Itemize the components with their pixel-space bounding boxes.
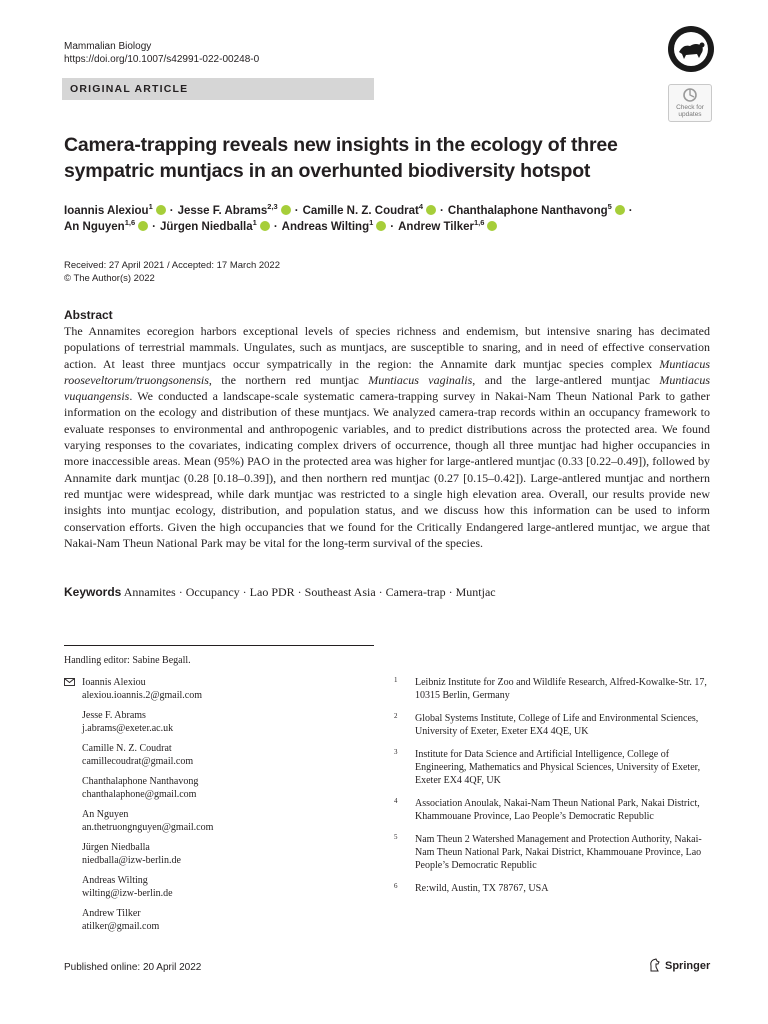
keywords-list: Annamites · Occupancy · Lao PDR · Southeast Asia · Camera-trap · Muntjac <box>123 585 496 599</box>
check-updates-line1: Check for <box>676 104 704 111</box>
springer-horse-icon <box>648 958 662 972</box>
affiliation-entry <box>394 833 714 872</box>
author-affiliation-sup: 4 <box>418 202 424 212</box>
doi-link[interactable]: https://doi.org/10.1007/s42991-022-00248-0 <box>64 54 260 65</box>
orcid-icon[interactable] <box>376 221 386 231</box>
contact-name: Jürgen Niedballa <box>82 842 150 853</box>
contact-entry <box>64 808 374 834</box>
author-separator: · <box>273 221 278 233</box>
contact-name: Andreas Wilting <box>82 875 148 886</box>
abstract-heading: Abstract <box>64 308 113 322</box>
keywords <box>64 584 496 600</box>
abstract-part: , the northern red muntjac <box>208 372 369 387</box>
affiliation-text: Institute for Data Science and Artificial Intelligence, College of Engineering, Mathematics and Physical Sciences, University of Exeter, Exeter EX4 4QF, UK <box>415 749 701 786</box>
keywords-label: Keywords <box>64 585 122 599</box>
affiliation-entry <box>394 712 714 738</box>
journal-logo-icon <box>666 24 716 74</box>
publisher-name: Springer <box>665 960 711 972</box>
author-contacts <box>64 676 374 940</box>
contact-name: Jesse F. Abrams <box>82 710 146 721</box>
contact-entry <box>64 676 374 702</box>
article-type-label: ORIGINAL ARTICLE <box>70 83 189 95</box>
contact-name: Ioannis Alexiou <box>82 677 146 688</box>
author-affiliation-sup: 5 <box>607 202 612 212</box>
contact-name: Andrew Tilker <box>82 908 141 919</box>
author-separator: · <box>169 205 174 217</box>
received-accepted-dates: Received: 27 April 2021 / Accepted: 17 March 2022 <box>64 260 280 271</box>
affiliation-entry <box>394 797 714 823</box>
affiliation-text: Leibniz Institute for Zoo and Wildlife Research, Alfred-Kowalke-Str. 17, 10315 Berlin, Germany <box>415 677 707 701</box>
affiliation-text: Global Systems Institute, College of Life and Environmental Sciences, University of Exeter, Exeter EX4 4QE, UK <box>415 713 699 737</box>
author-separator: · <box>440 205 444 217</box>
orcid-icon[interactable] <box>487 221 497 231</box>
species-name: Muntiacus vaginalis <box>368 372 473 387</box>
species-name: Muntiacus vuquangensis <box>64 372 710 404</box>
orcid-icon[interactable] <box>426 205 436 215</box>
author-name: Chanthalaphone Nanthavong <box>447 205 608 217</box>
affiliation-text: Nam Theun 2 Watershed Management and Protection Authority, Nakai-Nam Theun National Park, Nakai District, Khammouane Province, Lao People’s Democratic Republic <box>415 834 702 871</box>
copyright-notice: © The Author(s) 2022 <box>64 273 155 284</box>
author-separator: · <box>294 205 299 217</box>
author-separator: · <box>628 205 633 217</box>
affiliation-entry <box>394 748 714 787</box>
affiliation-number: 3 <box>394 748 398 756</box>
envelope-icon <box>64 678 75 686</box>
author-line-1 <box>64 203 637 219</box>
contact-entry <box>64 709 374 735</box>
orcid-icon[interactable] <box>138 221 148 231</box>
check-for-updates-badge[interactable] <box>668 84 712 122</box>
affiliation-number: 5 <box>394 833 398 841</box>
author-separator: · <box>390 221 395 233</box>
handling-editor: Handling editor: Sabine Begall. <box>64 655 191 666</box>
contact-email[interactable]: niedballa@izw-berlin.de <box>82 855 181 866</box>
author-affiliation-sup: 2,3 <box>267 202 278 212</box>
contact-email[interactable]: chanthalaphone@gmail.com <box>82 789 197 800</box>
contact-entry <box>64 907 374 933</box>
author-name: Andreas Wilting <box>281 221 370 233</box>
author-name: An Nguyen <box>64 221 125 233</box>
author-line-2 <box>64 219 497 235</box>
contact-email[interactable]: alexiou.ioannis.2@gmail.com <box>82 690 203 701</box>
affiliation-entry <box>394 882 714 895</box>
journal-name: Mammalian Biology <box>64 41 152 52</box>
abstract-text <box>64 323 710 551</box>
contact-entry <box>64 841 374 867</box>
contact-email[interactable]: wilting@izw-berlin.de <box>82 888 173 899</box>
contact-email[interactable]: atilker@gmail.com <box>82 921 160 932</box>
author-separator: · <box>152 221 156 233</box>
author-name: Ioannis Alexiou <box>64 205 149 217</box>
author-name: Jürgen Niedballa <box>159 221 253 233</box>
contact-entry <box>64 874 374 900</box>
publisher-logo <box>648 958 710 973</box>
abstract-part: The Annamites ecoregion harbors exceptional levels of species richness and endemism, but intensive snaring has decimated populations of terrestrial mammals. Ungulates, such as muntjacs, are susceptible to snaring, and in need of effective conservation action. At least three muntjacs occur sympatrically in the region: the Annamite dark muntjac species complex <box>64 324 710 371</box>
orcid-icon[interactable] <box>260 221 270 231</box>
author-affiliation-sup: 1,6 <box>124 218 136 228</box>
author-affiliation-sup: 1 <box>148 202 153 212</box>
author-name: Jesse F. Abrams <box>177 205 268 217</box>
affiliation-entry <box>394 676 714 702</box>
affiliation-number: 4 <box>394 797 398 805</box>
contact-email[interactable]: camillecoudrat@gmail.com <box>82 756 194 767</box>
species-name: Muntiacus rooseveltorum/truongsonensis <box>64 356 710 387</box>
affiliation-number: 6 <box>394 882 398 890</box>
article-title: Camera-trapping reveals new insights in the ecology of three sympatric muntjacs in an overhunted biodiversity hotspot <box>64 134 618 182</box>
check-updates-line2: updates <box>678 111 702 118</box>
affiliation-text: Re:wild, Austin, TX 78767, USA <box>415 883 549 894</box>
contact-name: An Nguyen <box>82 809 129 820</box>
orcid-icon[interactable] <box>156 205 166 215</box>
contact-entry <box>64 742 374 768</box>
contact-name: Chanthalaphone Nanthavong <box>82 776 199 787</box>
author-affiliation-sup: 1 <box>252 218 257 228</box>
author-affiliation-sup: 1,6 <box>473 218 485 228</box>
refresh-icon <box>683 88 697 102</box>
published-online-date: Published online: 20 April 2022 <box>64 962 202 973</box>
contact-email[interactable]: j.abrams@exeter.ac.uk <box>82 723 174 734</box>
author-name: Camille N. Z. Coudrat <box>302 205 419 217</box>
abstract-part: , and the large-antlered muntjac <box>472 372 660 387</box>
affiliation-text: Association Anoulak, Nakai-Nam Theun National Park, Nakai District, Khammouane Province, Lao People’s Democratic Republic <box>415 798 700 822</box>
contact-entry <box>64 775 374 801</box>
abstract-part: . We conducted a landscape-scale systematic camera-trapping survey in Nakai-Nam Theun National Park to gather information on the ecology and distribution of these muntjacs. We analyzed camera-trap records within an occupancy framework to evaluate responses to environmental and anthropogenic variables, and to predict distributions across the protected area. We found varying responses to the covariates, indicating complex drivers of occurrence, though all three muntjac had higher occupancies in more inaccessible areas. Mean (95%) PAO in the protected area was higher for large-antlered muntjac (0.33 [0.22–0.49]), followed by Annamite dark muntjac (0.28 [0.18–0.39]), and then northern red muntjac (0.27 [0.15–0.42]). Large-antlered muntjac and northern red muntjac were widespread, while dark muntjac was restricted to a single high elevation area. Overall, our results provide new insights into muntjac ecology, distribution, and population status, and we discuss how this information can be used to inform conservation efforts. Given the high occupancies that we found for the Critically Endangered large-antlered muntjac, we argue that Nakai-Nam Theun National Park may be vital for the long-term survival of the species. <box>64 389 710 550</box>
affiliations <box>394 676 714 905</box>
author-name: Andrew Tilker <box>398 221 474 233</box>
affiliation-number: 2 <box>394 712 398 720</box>
orcid-icon[interactable] <box>281 205 291 215</box>
footnote-divider <box>64 645 374 646</box>
affiliation-number: 1 <box>394 676 398 684</box>
author-affiliation-sup: 1 <box>369 218 374 228</box>
contact-email[interactable]: an.thetruongnguyen@gmail.com <box>82 822 214 833</box>
orcid-icon[interactable] <box>615 205 625 215</box>
contact-name: Camille N. Z. Coudrat <box>82 743 172 754</box>
